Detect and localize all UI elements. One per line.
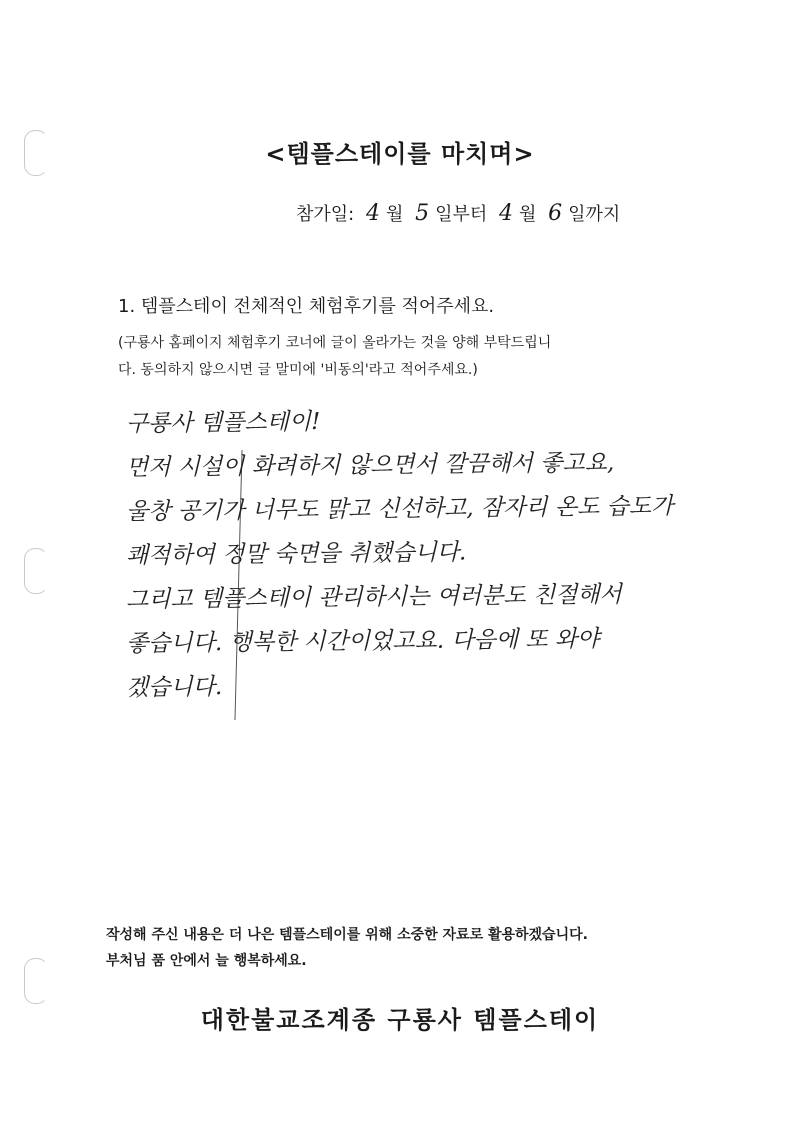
- answer-line: 먼저 시설이 화려하지 않으면서 깔끔해서 좋고요,: [125, 449, 615, 481]
- punch-hole-middle: [24, 548, 48, 594]
- form-title: <템플스테이를 마치며>: [265, 140, 535, 168]
- question-1: 1. 템플스테이 전체적인 체험후기를 적어주세요.: [118, 296, 495, 317]
- closing-line: 작성해 주신 내용은 더 나은 템플스테이를 위해 소중한 자료로 활용하겠습니다.: [106, 927, 588, 943]
- end-day-value: 6: [548, 201, 563, 226]
- handwritten-answer: [126, 402, 736, 710]
- day-unit-2: 일까지: [568, 204, 621, 225]
- answer-line: 그리고 템플스테이 관리하시는 여러분도 친절해서: [125, 581, 622, 613]
- day-unit-1: 일부터: [435, 204, 488, 225]
- answer-line: 울창 공기가 너무도 맑고 신선하고, 잠자리 온도 습도가: [125, 493, 674, 525]
- start-day-value: 5: [415, 201, 430, 226]
- organization-name: 대한불교조계종 구룡사 템플스테이: [200, 1006, 600, 1034]
- answer-line: 쾌적하여 정말 숙면을 취했습니다.: [125, 539, 467, 569]
- punch-hole-bottom: [24, 958, 48, 1004]
- participation-date: [296, 200, 776, 226]
- closing-message: [106, 922, 726, 974]
- participation-label: 참가일:: [296, 204, 355, 225]
- answer-line: 겠습니다.: [125, 673, 223, 701]
- answer-line: 좋습니다. 행복한 시간이었고요. 다음에 또 와야: [125, 626, 600, 657]
- month-unit-1: 월: [385, 204, 404, 225]
- month-unit-2: 월: [519, 204, 537, 225]
- answer-line: 구룡사 템플스테이!: [125, 408, 321, 437]
- consent-note-line: (구룡사 홈페이지 체험후기 코너에 글이 올라가는 것을 양해 부탁드립니: [118, 335, 552, 351]
- consent-note-line: 다. 동의하지 않으시면 글 말미에 '비동의'라고 적어주세요.): [118, 362, 478, 378]
- end-month-value: 4: [499, 201, 513, 226]
- consent-note: [118, 330, 698, 384]
- start-month-value: 4: [365, 201, 380, 226]
- closing-line: 부처님 품 안에서 늘 행복하세요.: [106, 953, 307, 969]
